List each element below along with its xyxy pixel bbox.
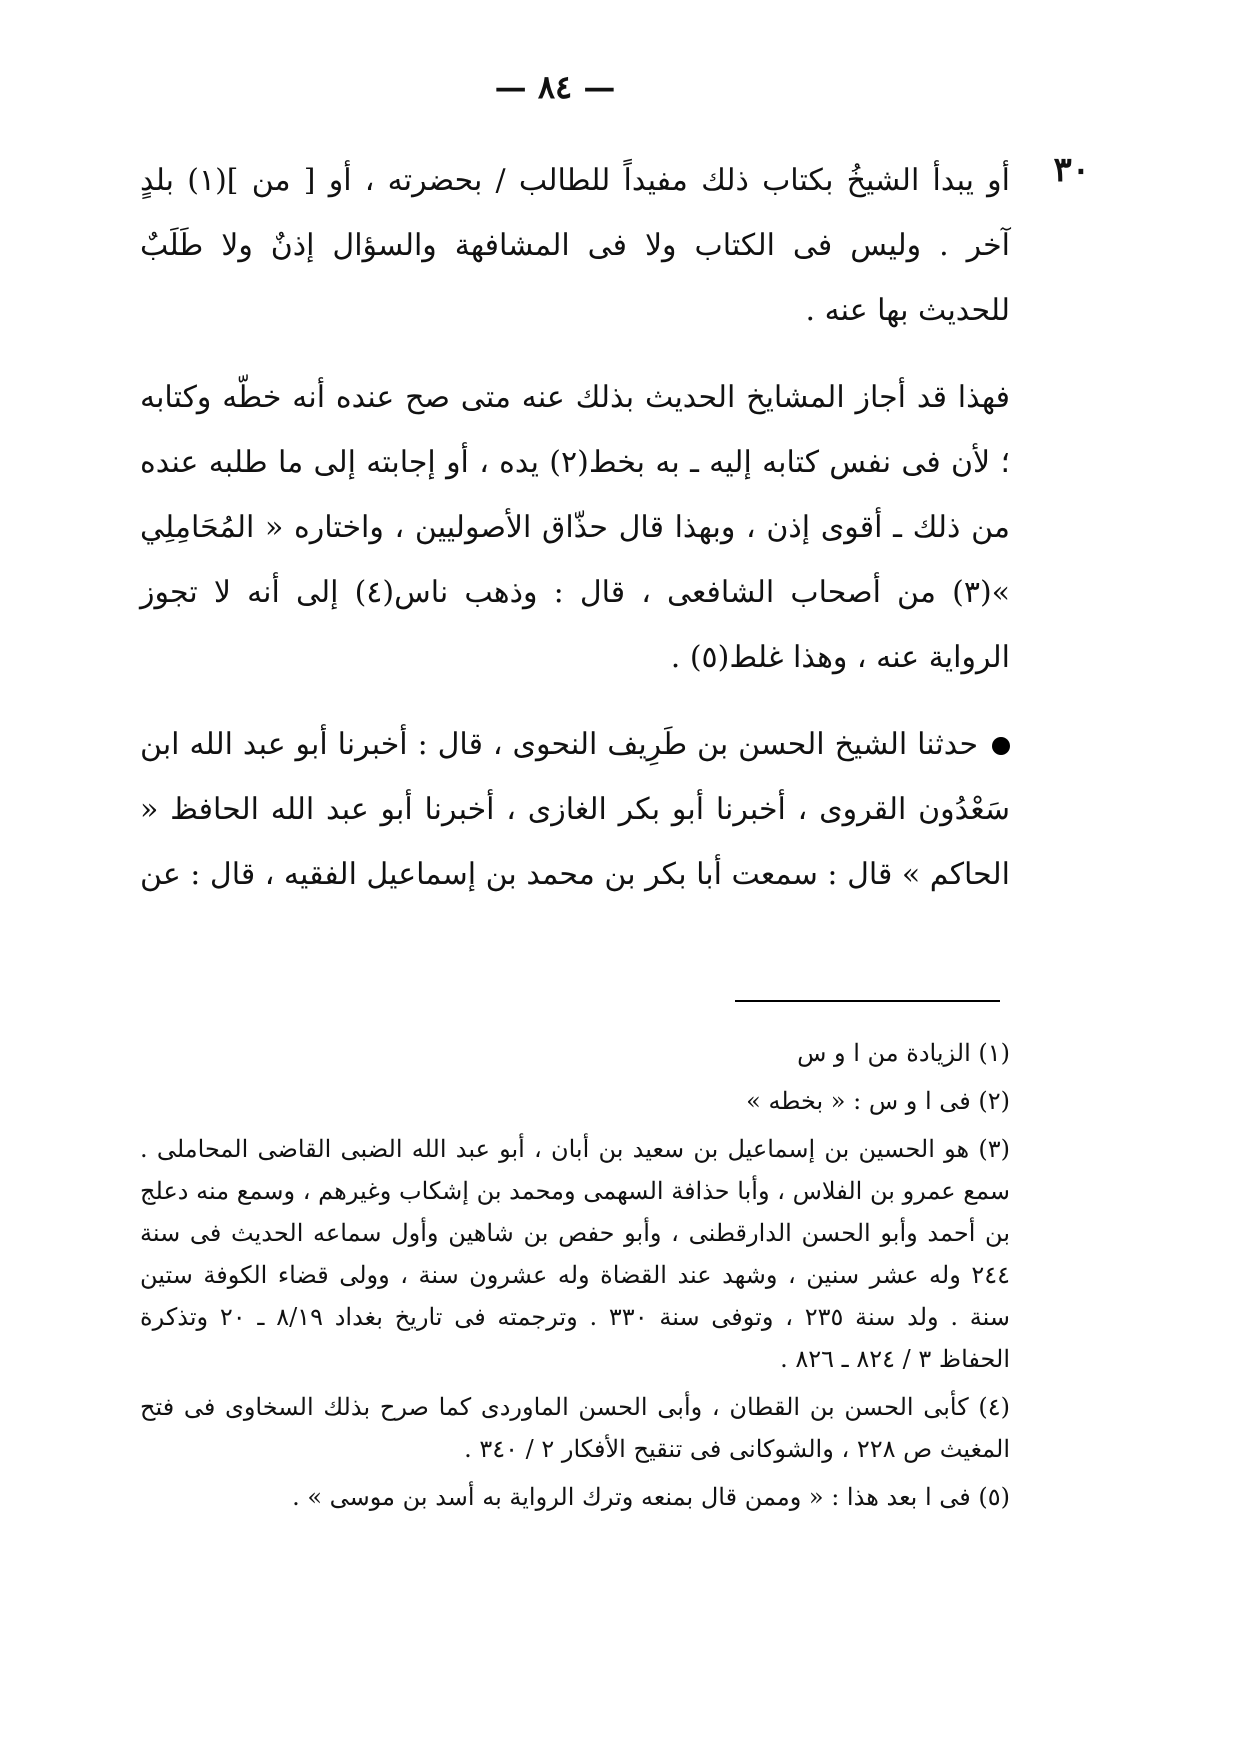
paragraph-3-text: حدثنا الشيخ الحسن بن طَرِيف النحوى ، قال : أخبرنا أبو عبد الله ابن سَعْدُون القروى ، أخبرنا أبو بكر الغازى ، أخبرنا أبو عبد الله الحافظ « الحاكم » قال : سمعت أبا بكر بن محمد بن إسماعيل الفقيه ، قال : عن	[139, 727, 1010, 892]
footnote-1: (١) الزيادة من ا و س	[797, 1039, 1010, 1067]
bullet-icon	[992, 737, 1010, 755]
paragraph-1: أو يبدأ الشيخُ بكتاب ذلك مفيداً للطالب / بحضرته ، أو [ من ](١) بلدٍ آخر . وليس فى الكتاب ولا فى المشافهة والسؤال إذنٌ ولا طَلَبٌ للحديث بها عنه .	[140, 163, 1011, 328]
paragraph-2: فهذا قد أجاز المشايخ الحديث بذلك عنه متى صح عنده أنه خطّه وكتابه ؛ لأن فى نفس كتابه إليه ـ به بخط(٢) يده ، أو إجابته إلى ما طلبه عنده من ذلك ـ أقوى إذن ، وبهذا قال حذّاق الأصوليين ، واختاره « المُحَامِلِي »(٣) من أصحاب الشافعى ، قال : وذهب ناس(٤) إلى أنه لا تجوز الرواية عنه ، وهذا غلط(٥) .	[140, 380, 1010, 675]
footnote-5: (٥) فى ا بعد هذا : « وممن قال بمنعه وترك الرواية به أسد بن موسى » .	[292, 1483, 1010, 1511]
main-text	[140, 148, 1010, 929]
footnote-separator	[735, 1000, 1000, 1002]
paragraph-3	[140, 712, 1010, 907]
margin-line-number: ٣٠	[1053, 150, 1090, 190]
footnotes	[140, 1032, 1010, 1524]
page-number: — ٨٤ —	[494, 68, 616, 106]
footnote-2: (٢) فى ا و س : « بخطه »	[746, 1087, 1010, 1115]
footnote-3: (٣) هو الحسين بن إسماعيل بن سعيد بن أبان ، أبو عبد الله الضبى القاضى المحاملى . سمع عمرو بن الفلاس ، وأبا حذافة السهمى ومحمد بن إشكاب وغيرهم ، وسمع منه دعلج بن أحمد وأبو الحسن الدارقطنى ، وأبو حفص بن شاهين وأول سماعه الحديث فى سنة ٢٤٤ وله عشر سنين ، وشهد عند القضاة وله عشرون سنة ، وولى قضاء الكوفة ستين سنة . ولد سنة ٢٣٥ ، وتوفى سنة ٣٣٠ . وترجمته فى تاريخ بغداد ٨/١٩ ـ ٢٠ وتذكرة الحفاظ ٣ / ٨٢٤ ـ ٨٢٦ .	[140, 1135, 1010, 1373]
footnote-4: (٤) كأبى الحسن بن القطان ، وأبى الحسن الماوردى كما صرح بذلك السخاوى فى فتح المغيث ص ٢٢٨ ، والشوكانى فى تنقيح الأفكار ٢ / ٣٤٠ .	[140, 1393, 1010, 1463]
